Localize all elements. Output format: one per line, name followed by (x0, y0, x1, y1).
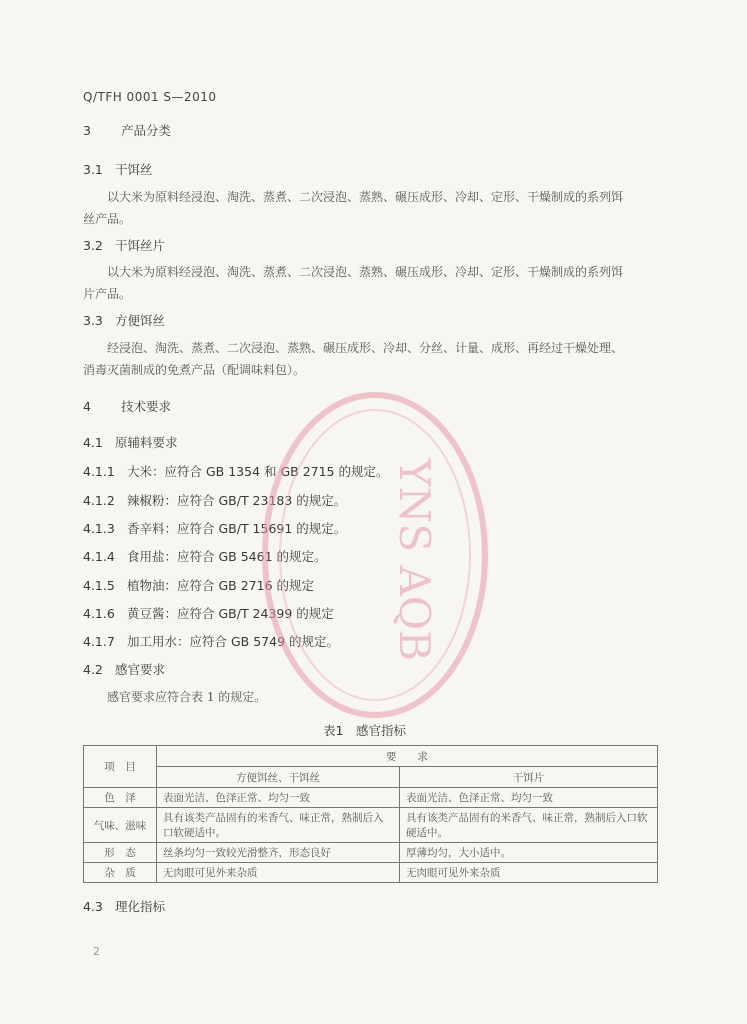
table-1-title: 表1 感官指标 (323, 723, 406, 738)
document-code: Q/TFH 0001 S—2010 (83, 90, 217, 104)
table-row: 杂 质 无肉眼可见外来杂质 无肉眼可见外来杂质 (84, 863, 658, 883)
table-head-item: 项 目 (84, 746, 157, 788)
section-3-2-heading: 3.2 干饵丝片 (83, 238, 166, 253)
table-row: 气味、滋味 具有该类产品固有的米香气、味正常，熟制后入口软硬适中。 具有该类产品固有的米香气、味正常，熟制后入口软硬适中。 (84, 808, 658, 843)
item-4-1-6: 4.1.6 黄豆酱：应符合 GB/T 24399 的规定 (83, 606, 334, 621)
section-4-3-heading: 4.3 理化指标 (83, 899, 166, 914)
section-3-2-paragraph: 以大米为原料经浸泡、淘洗、蒸煮、二次浸泡、蒸熟、碾压成形、冷却、定形、干燥制成的系列饵 片产品。 (83, 265, 624, 301)
section-4-2-paragraph: 感官要求应符合表 1 的规定。 (107, 690, 267, 704)
section-3-1-heading: 3.1 干饵丝 (83, 162, 153, 177)
section-4-2-heading: 4.2 感官要求 (83, 662, 166, 677)
section-3-3-paragraph: 经浸泡、淘洗、蒸煮、二次浸泡、蒸熟、碾压成形、冷却、分丝、计量、成形、再经过干燥处理、 消毒灭菌制成的免煮产品（配调味料包）。 (83, 341, 624, 377)
section-4-1-heading: 4.1 原辅料要求 (83, 435, 178, 450)
table-row: 形 态 丝条均匀一致较光滑整齐，形态良好 厚薄均匀，大小适中。 (84, 843, 658, 863)
item-4-1-4: 4.1.4 食用盐：应符合 GB 5461 的规定。 (83, 549, 327, 564)
item-4-1-7: 4.1.7 加工用水：应符合 GB 5749 的规定。 (83, 634, 339, 649)
table-subhead-1: 方便饵丝、干饵丝 (157, 767, 400, 788)
section-4-heading: 4 技术要求 (83, 399, 172, 414)
table-row: 色 泽 表面光洁、色泽正常、均匀一致 表面光洁、色泽正常、均匀一致 (84, 788, 658, 808)
page-number: 2 (93, 945, 100, 958)
svg-text:YNS AQB: YNS AQB (390, 458, 439, 662)
section-3-1-paragraph: 以大米为原料经浸泡、淘洗、蒸煮、二次浸泡、蒸熟、碾压成形、冷却、定形、干燥制成的系列饵 丝产品。 (83, 190, 624, 226)
sensory-table (83, 745, 658, 883)
table-head-requirement: 要 求 (157, 746, 658, 767)
item-4-1-3: 4.1.3 香辛料：应符合 GB/T 15691 的规定。 (83, 521, 347, 536)
section-3-3-heading: 3.3 方便饵丝 (83, 313, 166, 328)
item-4-1-2: 4.1.2 辣椒粉：应符合 GB/T 23183 的规定。 (83, 493, 347, 508)
section-3-heading: 3 产品分类 (83, 123, 172, 138)
table-subhead-2: 干饵片 (400, 767, 658, 788)
item-4-1-1: 4.1.1 大米：应符合 GB 1354 和 GB 2715 的规定。 (83, 464, 389, 479)
item-4-1-5: 4.1.5 植物油：应符合 GB 2716 的规定 (83, 578, 314, 593)
